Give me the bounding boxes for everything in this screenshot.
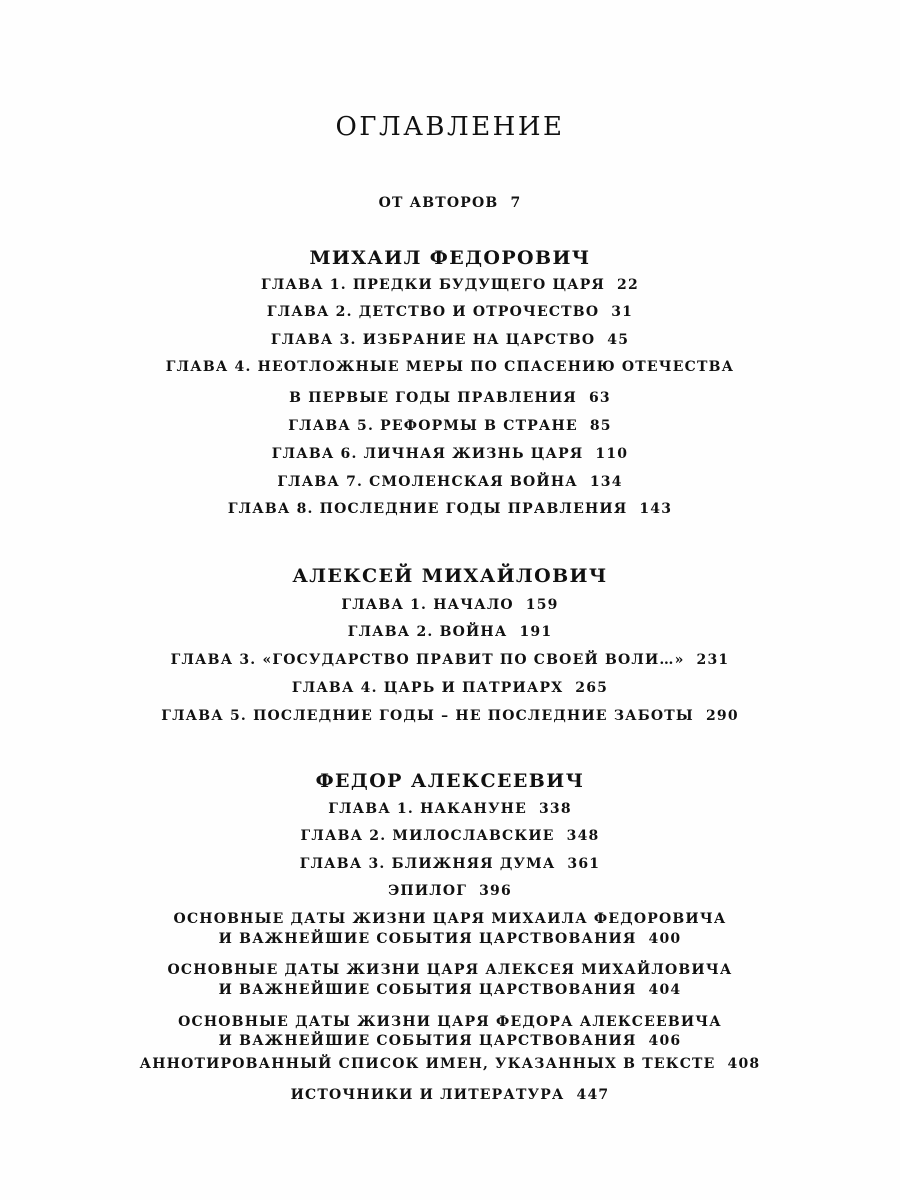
toc-entry-intro (0, 194, 900, 212)
toc-page-number: 231 (696, 652, 730, 668)
toc-entry (0, 445, 900, 463)
toc-entry-text: ГЛАВА 2. МИЛОСЛАВСКИЕ (300, 828, 555, 844)
toc-entry (0, 1032, 900, 1050)
toc-entry-text: ГЛАВА 3. ИЗБРАНИЕ НА ЦАРСТВО (270, 332, 596, 348)
toc-entry-text: ГЛАВА 5. ПОСЛЕДНИЕ ГОДЫ – НЕ ПОСЛЕДНИЕ ЗАБОТЫ (161, 708, 694, 724)
toc-entry-text: И ВАЖНЕЙШИЕ СОБЫТИЯ ЦАРСТВОВАНИЯ (218, 982, 637, 998)
toc-entry-text: ОСНОВНЫЕ ДАТЫ ЖИЗНИ ЦАРЯ АЛЕКСЕЯ МИХАЙЛОВИЧА (167, 962, 733, 978)
toc-page-number: 406 (648, 1033, 682, 1049)
toc-entry-text: ГЛАВА 7. СМОЛЕНСКАЯ ВОЙНА (277, 474, 578, 490)
toc-page-number: 400 (648, 931, 682, 947)
toc-entry (0, 707, 900, 725)
toc-entry (0, 596, 900, 614)
toc-entry-epilogue (0, 882, 900, 900)
toc-entry (0, 331, 900, 349)
toc-entry (0, 389, 900, 407)
toc-page-number: 110 (595, 446, 629, 462)
toc-page-number: 134 (589, 474, 623, 490)
toc-entry-text: ГЛАВА 2. ВОЙНА (347, 624, 508, 640)
toc-page-number: 63 (588, 390, 611, 406)
toc-entry-text: АННОТИРОВАННЫЙ СПИСОК ИМЕН, УКАЗАННЫХ В ТЕКСТЕ (139, 1056, 716, 1072)
toc-entry (0, 1055, 900, 1073)
toc-entry-text: ГЛАВА 3. БЛИЖНЯЯ ДУМА (299, 856, 556, 872)
toc-entry (0, 855, 900, 873)
toc-entry (0, 358, 900, 376)
toc-entry-text: ОСНОВНЫЕ ДАТЫ ЖИЗНИ ЦАРЯ ФЕДОРА АЛЕКСЕЕВИЧА (178, 1014, 722, 1030)
toc-entry-text: В ПЕРВЫЕ ГОДЫ ПРАВЛЕНИЯ (289, 390, 577, 406)
toc-page-number: 408 (727, 1056, 761, 1072)
toc-page-number: 143 (639, 501, 673, 517)
toc-entry-text: ГЛАВА 6. ЛИЧНАЯ ЖИЗНЬ ЦАРЯ (271, 446, 584, 462)
toc-entry-text: ГЛАВА 4. ЦАРЬ И ПАТРИАРХ (291, 680, 564, 696)
toc-page-number: 338 (538, 801, 572, 817)
toc-entry-text: ГЛАВА 1. НАКАНУНЕ (328, 801, 527, 817)
toc-entry-text: И ВАЖНЕЙШИЕ СОБЫТИЯ ЦАРСТВОВАНИЯ (218, 1033, 637, 1049)
toc-entry-text: ГЛАВА 1. НАЧАЛО (341, 597, 514, 613)
toc-page-number: 22 (617, 277, 639, 293)
toc-entry (0, 500, 900, 518)
toc-entry (0, 276, 900, 294)
toc-entry-text: ГЛАВА 3. «ГОСУДАРСТВО ПРАВИТ ПО СВОЕЙ ВОЛИ…» (170, 652, 685, 668)
toc-page-number: 159 (525, 597, 559, 613)
toc-entry (0, 651, 900, 669)
toc-entry (0, 800, 900, 818)
toc-entry-text: ЭПИЛОГ (388, 883, 468, 899)
toc-page-number: 7 (510, 195, 522, 211)
toc-entry (0, 473, 900, 491)
toc-entry (0, 679, 900, 697)
section-title-aleksey: АЛЕКСЕЙ МИХАЙЛОВИЧ (292, 565, 608, 587)
toc-page-number: 396 (479, 883, 512, 899)
toc-entry (0, 827, 900, 845)
toc-page-number: 447 (576, 1087, 610, 1103)
toc-entry (0, 961, 900, 979)
toc-entry (0, 303, 900, 321)
toc-entry-text: И ВАЖНЕЙШИЕ СОБЫТИЯ ЦАРСТВОВАНИЯ (218, 931, 637, 947)
toc-entry (0, 981, 900, 999)
toc-entry-text: ОТ АВТОРОВ (378, 195, 499, 211)
toc-page-number: 31 (611, 304, 634, 320)
toc-entry-text: ГЛАВА 8. ПОСЛЕДНИЕ ГОДЫ ПРАВЛЕНИЯ (227, 501, 628, 517)
toc-entry (0, 1013, 900, 1031)
toc-page-number: 361 (567, 856, 601, 872)
section-title-mikhail: МИХАИЛ ФЕДОРОВИЧ (309, 247, 591, 269)
page-title: ОГЛАВЛЕНИЕ (335, 112, 565, 142)
toc-page-number: 191 (519, 624, 553, 640)
toc-entry (0, 910, 900, 928)
toc-page-number: 85 (589, 418, 612, 434)
toc-entry (0, 417, 900, 435)
toc-entry-text: ОСНОВНЫЕ ДАТЫ ЖИЗНИ ЦАРЯ МИХАИЛА ФЕДОРОВИЧА (173, 911, 727, 927)
toc-page-number: 265 (575, 680, 609, 696)
toc-page-number: 45 (607, 332, 630, 348)
toc-entry-text: ГЛАВА 2. ДЕТСТВО И ОТРОЧЕСТВО (266, 304, 600, 320)
toc-page-number: 404 (648, 982, 682, 998)
toc-entry-text: ГЛАВА 1. ПРЕДКИ БУДУЩЕГО ЦАРЯ (261, 277, 606, 293)
toc-entry (0, 623, 900, 641)
toc-page-number: 348 (566, 828, 600, 844)
section-title-fedor: ФЕДОР АЛЕКСЕЕВИЧ (315, 770, 585, 792)
toc-entry (0, 1086, 900, 1104)
toc-entry-text: ГЛАВА 4. НЕОТЛОЖНЫЕ МЕРЫ ПО СПАСЕНИЮ ОТЕЧЕСТВА (165, 359, 735, 375)
toc-entry (0, 930, 900, 948)
toc-entry-text: ГЛАВА 5. РЕФОРМЫ В СТРАНЕ (288, 418, 578, 434)
toc-page-number: 290 (705, 708, 739, 724)
toc-entry-text: ИСТОЧНИКИ И ЛИТЕРАТУРА (290, 1087, 565, 1103)
